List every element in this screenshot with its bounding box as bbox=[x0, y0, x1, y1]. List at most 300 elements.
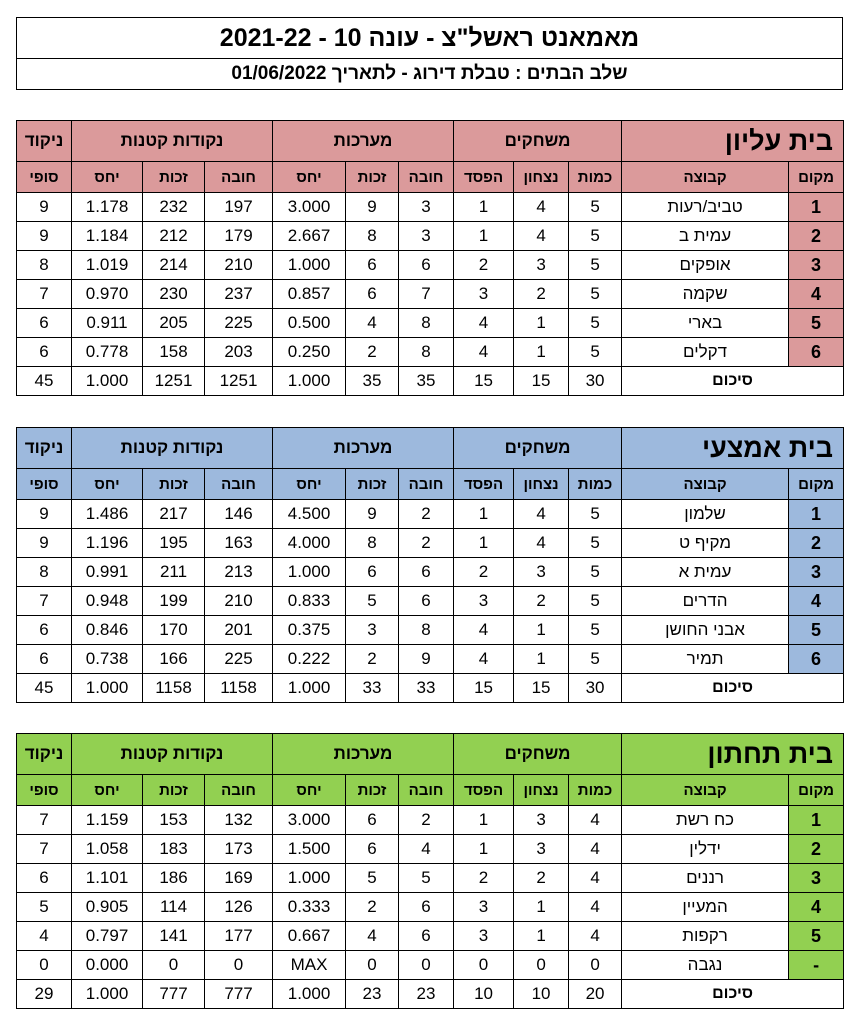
sets-debit-cell: 6 bbox=[399, 922, 454, 951]
sets-ratio-cell: 3.000 bbox=[273, 806, 346, 835]
sets-credit-cell: 8 bbox=[346, 222, 399, 251]
team-cell: שקמה bbox=[622, 280, 789, 309]
won-cell: 4 bbox=[514, 529, 569, 558]
table-row bbox=[17, 587, 844, 616]
sets-credit-cell: 9 bbox=[346, 193, 399, 222]
table-row bbox=[17, 835, 844, 864]
sets-credit-cell: 3 bbox=[346, 616, 399, 645]
team-cell: טביב/רעות bbox=[622, 193, 789, 222]
header-points-debit: חובה bbox=[205, 775, 273, 806]
table-row bbox=[17, 338, 844, 367]
pts-ratio-cell: 1.184 bbox=[72, 222, 143, 251]
table-row bbox=[17, 864, 844, 893]
sets-credit-cell: 2 bbox=[346, 893, 399, 922]
pts-ratio-cell: 0.846 bbox=[72, 616, 143, 645]
total-row bbox=[17, 980, 844, 1009]
score-cell: 9 bbox=[17, 193, 72, 222]
header-team: קבוצה bbox=[622, 775, 789, 806]
lost-cell: 1 bbox=[454, 193, 514, 222]
table-row bbox=[17, 806, 844, 835]
won-cell: 2 bbox=[514, 280, 569, 309]
pts-credit-cell: 170 bbox=[143, 616, 205, 645]
games-cell: 5 bbox=[569, 587, 622, 616]
won-cell: 1 bbox=[514, 338, 569, 367]
rank-cell: 6 bbox=[789, 645, 844, 674]
rank-cell: 5 bbox=[789, 309, 844, 338]
header-final: סופי bbox=[17, 162, 72, 193]
pts-ratio-cell: 0.000 bbox=[72, 951, 143, 980]
pts-debit-cell: 177 bbox=[205, 922, 273, 951]
total-sets-debit-cell: 35 bbox=[399, 367, 454, 396]
pts-credit-cell: 211 bbox=[143, 558, 205, 587]
sets-credit-cell: 6 bbox=[346, 280, 399, 309]
won-cell: 1 bbox=[514, 893, 569, 922]
sets-ratio-cell: 1.000 bbox=[273, 251, 346, 280]
rank-cell: 2 bbox=[789, 222, 844, 251]
sets-debit-cell: 5 bbox=[399, 864, 454, 893]
pts-credit-cell: 212 bbox=[143, 222, 205, 251]
games-cell: 5 bbox=[569, 645, 622, 674]
header-points: נקודות קטנות bbox=[72, 428, 273, 469]
total-pts-ratio-cell: 1.000 bbox=[72, 674, 143, 703]
header-points-debit: חובה bbox=[205, 162, 273, 193]
sets-debit-cell: 3 bbox=[399, 222, 454, 251]
team-cell: אופקים bbox=[622, 251, 789, 280]
rank-cell: 4 bbox=[789, 280, 844, 309]
sets-ratio-cell: MAX bbox=[273, 951, 346, 980]
total-label: סיכום bbox=[622, 980, 844, 1009]
sets-debit-cell: 8 bbox=[399, 616, 454, 645]
table-row bbox=[17, 893, 844, 922]
rank-cell: 2 bbox=[789, 835, 844, 864]
page-title: מאמאנט ראשל"צ - עונה 10 - 2021-22 bbox=[16, 17, 843, 59]
header-sets-debit: חובה bbox=[399, 775, 454, 806]
header-win: נצחון bbox=[514, 469, 569, 500]
won-cell: 1 bbox=[514, 309, 569, 338]
total-lost-cell: 15 bbox=[454, 674, 514, 703]
games-cell: 5 bbox=[569, 558, 622, 587]
score-cell: 9 bbox=[17, 529, 72, 558]
header-sets-ratio: יחס bbox=[273, 162, 346, 193]
header-sets-ratio: יחס bbox=[273, 775, 346, 806]
score-cell: 4 bbox=[17, 922, 72, 951]
lost-cell: 4 bbox=[454, 645, 514, 674]
games-cell: 4 bbox=[569, 835, 622, 864]
won-cell: 3 bbox=[514, 806, 569, 835]
pts-credit-cell: 158 bbox=[143, 338, 205, 367]
pts-credit-cell: 153 bbox=[143, 806, 205, 835]
sets-debit-cell: 6 bbox=[399, 558, 454, 587]
team-cell: המעיין bbox=[622, 893, 789, 922]
header-points: נקודות קטנות bbox=[72, 734, 273, 775]
sets-debit-cell: 6 bbox=[399, 251, 454, 280]
header-count: כמות bbox=[569, 775, 622, 806]
table-row bbox=[17, 251, 844, 280]
games-cell: 4 bbox=[569, 806, 622, 835]
won-cell: 2 bbox=[514, 587, 569, 616]
lost-cell: 2 bbox=[454, 864, 514, 893]
pts-debit-cell: 201 bbox=[205, 616, 273, 645]
header-count: כמות bbox=[569, 469, 622, 500]
house-name: בית עליון bbox=[622, 121, 844, 162]
header-points-ratio: יחס bbox=[72, 469, 143, 500]
sets-credit-cell: 2 bbox=[346, 338, 399, 367]
total-sets-debit-cell: 33 bbox=[399, 674, 454, 703]
header-sets-debit: חובה bbox=[399, 162, 454, 193]
lost-cell: 3 bbox=[454, 280, 514, 309]
total-label: סיכום bbox=[622, 674, 844, 703]
pts-credit-cell: 186 bbox=[143, 864, 205, 893]
rank-cell: 3 bbox=[789, 864, 844, 893]
header-sets-credit: זכות bbox=[346, 469, 399, 500]
pts-credit-cell: 141 bbox=[143, 922, 205, 951]
rank-cell: 5 bbox=[789, 616, 844, 645]
games-cell: 4 bbox=[569, 922, 622, 951]
total-sets-credit-cell: 33 bbox=[346, 674, 399, 703]
sets-credit-cell: 6 bbox=[346, 835, 399, 864]
pts-ratio-cell: 0.970 bbox=[72, 280, 143, 309]
team-cell: ידלין bbox=[622, 835, 789, 864]
pts-debit-cell: 163 bbox=[205, 529, 273, 558]
total-pts-ratio-cell: 1.000 bbox=[72, 367, 143, 396]
pts-debit-cell: 173 bbox=[205, 835, 273, 864]
sets-debit-cell: 0 bbox=[399, 951, 454, 980]
won-cell: 1 bbox=[514, 616, 569, 645]
lost-cell: 1 bbox=[454, 500, 514, 529]
team-cell: רקפות bbox=[622, 922, 789, 951]
score-cell: 9 bbox=[17, 222, 72, 251]
team-cell: דקלים bbox=[622, 338, 789, 367]
total-sets-credit-cell: 23 bbox=[346, 980, 399, 1009]
header-final: סופי bbox=[17, 469, 72, 500]
games-cell: 5 bbox=[569, 251, 622, 280]
won-cell: 3 bbox=[514, 835, 569, 864]
sets-ratio-cell: 0.250 bbox=[273, 338, 346, 367]
header-row-groups bbox=[17, 121, 844, 162]
total-row bbox=[17, 367, 844, 396]
table-row bbox=[17, 922, 844, 951]
sets-debit-cell: 8 bbox=[399, 338, 454, 367]
rank-cell: 3 bbox=[789, 251, 844, 280]
score-cell: 7 bbox=[17, 806, 72, 835]
rank-cell: 2 bbox=[789, 529, 844, 558]
score-cell: 6 bbox=[17, 338, 72, 367]
pts-debit-cell: 210 bbox=[205, 587, 273, 616]
header-win: נצחון bbox=[514, 775, 569, 806]
sets-debit-cell: 4 bbox=[399, 835, 454, 864]
total-won-cell: 10 bbox=[514, 980, 569, 1009]
total-pts-credit-cell: 1251 bbox=[143, 367, 205, 396]
pts-ratio-cell: 0.948 bbox=[72, 587, 143, 616]
header-games: משחקים bbox=[454, 734, 622, 775]
header-row-columns bbox=[17, 162, 844, 193]
header-row-groups bbox=[17, 428, 844, 469]
pts-ratio-cell: 0.911 bbox=[72, 309, 143, 338]
score-cell: 5 bbox=[17, 893, 72, 922]
total-games-cell: 20 bbox=[569, 980, 622, 1009]
won-cell: 0 bbox=[514, 951, 569, 980]
total-label: סיכום bbox=[622, 367, 844, 396]
header-score: ניקוד bbox=[17, 734, 72, 775]
header-team: קבוצה bbox=[622, 469, 789, 500]
rank-cell: - bbox=[789, 951, 844, 980]
table-row bbox=[17, 193, 844, 222]
score-cell: 6 bbox=[17, 864, 72, 893]
header-score: ניקוד bbox=[17, 428, 72, 469]
header-rank: מקום bbox=[789, 775, 844, 806]
table-row bbox=[17, 558, 844, 587]
header-row-columns bbox=[17, 775, 844, 806]
lost-cell: 1 bbox=[454, 835, 514, 864]
total-lost-cell: 15 bbox=[454, 367, 514, 396]
team-cell: תמיר bbox=[622, 645, 789, 674]
pts-debit-cell: 169 bbox=[205, 864, 273, 893]
team-cell: נגבה bbox=[622, 951, 789, 980]
header-rank: מקום bbox=[789, 162, 844, 193]
team-cell: מקיף ט bbox=[622, 529, 789, 558]
header-points-credit: זכות bbox=[143, 162, 205, 193]
games-cell: 5 bbox=[569, 309, 622, 338]
pts-ratio-cell: 0.991 bbox=[72, 558, 143, 587]
total-pts-debit-cell: 777 bbox=[205, 980, 273, 1009]
standings-table bbox=[16, 427, 844, 703]
games-cell: 0 bbox=[569, 951, 622, 980]
total-pts-debit-cell: 1158 bbox=[205, 674, 273, 703]
total-sets-ratio-cell: 1.000 bbox=[273, 674, 346, 703]
won-cell: 4 bbox=[514, 222, 569, 251]
sets-ratio-cell: 1.000 bbox=[273, 558, 346, 587]
won-cell: 3 bbox=[514, 558, 569, 587]
header-sets: מערכות bbox=[273, 734, 454, 775]
header-loss: הפסד bbox=[454, 469, 514, 500]
total-lost-cell: 10 bbox=[454, 980, 514, 1009]
score-cell: 6 bbox=[17, 309, 72, 338]
header-sets: מערכות bbox=[273, 121, 454, 162]
total-pts-credit-cell: 1158 bbox=[143, 674, 205, 703]
total-pts-credit-cell: 777 bbox=[143, 980, 205, 1009]
sets-ratio-cell: 1.500 bbox=[273, 835, 346, 864]
table-row bbox=[17, 500, 844, 529]
pts-debit-cell: 0 bbox=[205, 951, 273, 980]
header-points-credit: זכות bbox=[143, 775, 205, 806]
header-sets-credit: זכות bbox=[346, 775, 399, 806]
sets-debit-cell: 2 bbox=[399, 806, 454, 835]
header-sets: מערכות bbox=[273, 428, 454, 469]
pts-ratio-cell: 1.101 bbox=[72, 864, 143, 893]
header-rank: מקום bbox=[789, 469, 844, 500]
sets-credit-cell: 8 bbox=[346, 529, 399, 558]
games-cell: 5 bbox=[569, 500, 622, 529]
rank-cell: 6 bbox=[789, 338, 844, 367]
total-sets-debit-cell: 23 bbox=[399, 980, 454, 1009]
table-row bbox=[17, 645, 844, 674]
won-cell: 4 bbox=[514, 193, 569, 222]
games-cell: 5 bbox=[569, 280, 622, 309]
header-points-ratio: יחס bbox=[72, 775, 143, 806]
sets-debit-cell: 9 bbox=[399, 645, 454, 674]
header-count: כמות bbox=[569, 162, 622, 193]
total-score-cell: 29 bbox=[17, 980, 72, 1009]
pts-ratio-cell: 1.196 bbox=[72, 529, 143, 558]
table-row bbox=[17, 616, 844, 645]
team-cell: בארי bbox=[622, 309, 789, 338]
games-cell: 5 bbox=[569, 193, 622, 222]
header-games: משחקים bbox=[454, 121, 622, 162]
total-sets-credit-cell: 35 bbox=[346, 367, 399, 396]
house-name: בית אמצעי bbox=[622, 428, 844, 469]
sets-ratio-cell: 0.333 bbox=[273, 893, 346, 922]
pts-debit-cell: 210 bbox=[205, 251, 273, 280]
score-cell: 7 bbox=[17, 587, 72, 616]
rank-cell: 1 bbox=[789, 500, 844, 529]
pts-ratio-cell: 1.058 bbox=[72, 835, 143, 864]
pts-ratio-cell: 1.486 bbox=[72, 500, 143, 529]
games-cell: 4 bbox=[569, 893, 622, 922]
sets-credit-cell: 6 bbox=[346, 558, 399, 587]
games-cell: 5 bbox=[569, 338, 622, 367]
pts-credit-cell: 205 bbox=[143, 309, 205, 338]
score-cell: 7 bbox=[17, 835, 72, 864]
rank-cell: 4 bbox=[789, 587, 844, 616]
score-cell: 8 bbox=[17, 558, 72, 587]
lost-cell: 1 bbox=[454, 806, 514, 835]
won-cell: 4 bbox=[514, 500, 569, 529]
pts-ratio-cell: 1.178 bbox=[72, 193, 143, 222]
sets-debit-cell: 6 bbox=[399, 893, 454, 922]
pts-credit-cell: 230 bbox=[143, 280, 205, 309]
house-name: בית תחתון bbox=[622, 734, 844, 775]
table-row bbox=[17, 951, 844, 980]
header-row-columns bbox=[17, 469, 844, 500]
rank-cell: 4 bbox=[789, 893, 844, 922]
page-subtitle: שלב הבתים : טבלת דירוג - לתאריך 01/06/2022 bbox=[16, 59, 843, 90]
lost-cell: 4 bbox=[454, 309, 514, 338]
header-sets-ratio: יחס bbox=[273, 469, 346, 500]
total-sets-ratio-cell: 1.000 bbox=[273, 980, 346, 1009]
header-sets-debit: חובה bbox=[399, 469, 454, 500]
lost-cell: 3 bbox=[454, 893, 514, 922]
pts-ratio-cell: 0.738 bbox=[72, 645, 143, 674]
score-cell: 9 bbox=[17, 500, 72, 529]
lost-cell: 2 bbox=[454, 558, 514, 587]
won-cell: 3 bbox=[514, 251, 569, 280]
team-cell: שלמון bbox=[622, 500, 789, 529]
sets-ratio-cell: 0.857 bbox=[273, 280, 346, 309]
won-cell: 1 bbox=[514, 645, 569, 674]
sets-debit-cell: 6 bbox=[399, 587, 454, 616]
pts-ratio-cell: 0.778 bbox=[72, 338, 143, 367]
header-points-debit: חובה bbox=[205, 469, 273, 500]
score-cell: 0 bbox=[17, 951, 72, 980]
games-cell: 5 bbox=[569, 616, 622, 645]
header-win: נצחון bbox=[514, 162, 569, 193]
sets-ratio-cell: 3.000 bbox=[273, 193, 346, 222]
won-cell: 1 bbox=[514, 922, 569, 951]
sets-credit-cell: 0 bbox=[346, 951, 399, 980]
header-row-groups bbox=[17, 734, 844, 775]
score-cell: 7 bbox=[17, 280, 72, 309]
sets-ratio-cell: 0.375 bbox=[273, 616, 346, 645]
rank-cell: 3 bbox=[789, 558, 844, 587]
pts-credit-cell: 114 bbox=[143, 893, 205, 922]
pts-credit-cell: 199 bbox=[143, 587, 205, 616]
score-cell: 6 bbox=[17, 645, 72, 674]
pts-credit-cell: 0 bbox=[143, 951, 205, 980]
team-cell: עמית א bbox=[622, 558, 789, 587]
sets-credit-cell: 2 bbox=[346, 645, 399, 674]
header-team: קבוצה bbox=[622, 162, 789, 193]
sets-ratio-cell: 0.833 bbox=[273, 587, 346, 616]
total-won-cell: 15 bbox=[514, 367, 569, 396]
sets-ratio-cell: 0.222 bbox=[273, 645, 346, 674]
lost-cell: 3 bbox=[454, 922, 514, 951]
total-row bbox=[17, 674, 844, 703]
sets-debit-cell: 2 bbox=[399, 529, 454, 558]
pts-ratio-cell: 0.905 bbox=[72, 893, 143, 922]
sets-credit-cell: 5 bbox=[346, 864, 399, 893]
team-cell: הדרים bbox=[622, 587, 789, 616]
rank-cell: 1 bbox=[789, 806, 844, 835]
pts-debit-cell: 225 bbox=[205, 309, 273, 338]
sets-debit-cell: 3 bbox=[399, 193, 454, 222]
total-pts-debit-cell: 1251 bbox=[205, 367, 273, 396]
table-row bbox=[17, 529, 844, 558]
pts-debit-cell: 225 bbox=[205, 645, 273, 674]
total-games-cell: 30 bbox=[569, 674, 622, 703]
lost-cell: 4 bbox=[454, 616, 514, 645]
sets-ratio-cell: 2.667 bbox=[273, 222, 346, 251]
sets-ratio-cell: 0.500 bbox=[273, 309, 346, 338]
sets-credit-cell: 4 bbox=[346, 922, 399, 951]
sets-credit-cell: 4 bbox=[346, 309, 399, 338]
games-cell: 5 bbox=[569, 529, 622, 558]
sets-debit-cell: 2 bbox=[399, 500, 454, 529]
header-sets-credit: זכות bbox=[346, 162, 399, 193]
header-loss: הפסד bbox=[454, 162, 514, 193]
team-cell: כח רשת bbox=[622, 806, 789, 835]
header-loss: הפסד bbox=[454, 775, 514, 806]
lost-cell: 1 bbox=[454, 222, 514, 251]
standings-table bbox=[16, 120, 844, 396]
pts-credit-cell: 195 bbox=[143, 529, 205, 558]
sets-credit-cell: 6 bbox=[346, 806, 399, 835]
team-cell: עמית ב bbox=[622, 222, 789, 251]
table-row bbox=[17, 309, 844, 338]
total-won-cell: 15 bbox=[514, 674, 569, 703]
sets-ratio-cell: 1.000 bbox=[273, 864, 346, 893]
total-pts-ratio-cell: 1.000 bbox=[72, 980, 143, 1009]
pts-ratio-cell: 0.797 bbox=[72, 922, 143, 951]
pts-debit-cell: 126 bbox=[205, 893, 273, 922]
header-score: ניקוד bbox=[17, 121, 72, 162]
sets-ratio-cell: 0.667 bbox=[273, 922, 346, 951]
lost-cell: 2 bbox=[454, 251, 514, 280]
pts-credit-cell: 183 bbox=[143, 835, 205, 864]
team-cell: אבני החושן bbox=[622, 616, 789, 645]
sets-debit-cell: 8 bbox=[399, 309, 454, 338]
pts-credit-cell: 214 bbox=[143, 251, 205, 280]
lost-cell: 4 bbox=[454, 338, 514, 367]
lost-cell: 1 bbox=[454, 529, 514, 558]
pts-ratio-cell: 1.159 bbox=[72, 806, 143, 835]
sets-debit-cell: 7 bbox=[399, 280, 454, 309]
sets-credit-cell: 6 bbox=[346, 251, 399, 280]
header-points: נקודות קטנות bbox=[72, 121, 273, 162]
header-points-ratio: יחס bbox=[72, 162, 143, 193]
sets-ratio-cell: 4.500 bbox=[273, 500, 346, 529]
total-score-cell: 45 bbox=[17, 674, 72, 703]
pts-debit-cell: 213 bbox=[205, 558, 273, 587]
